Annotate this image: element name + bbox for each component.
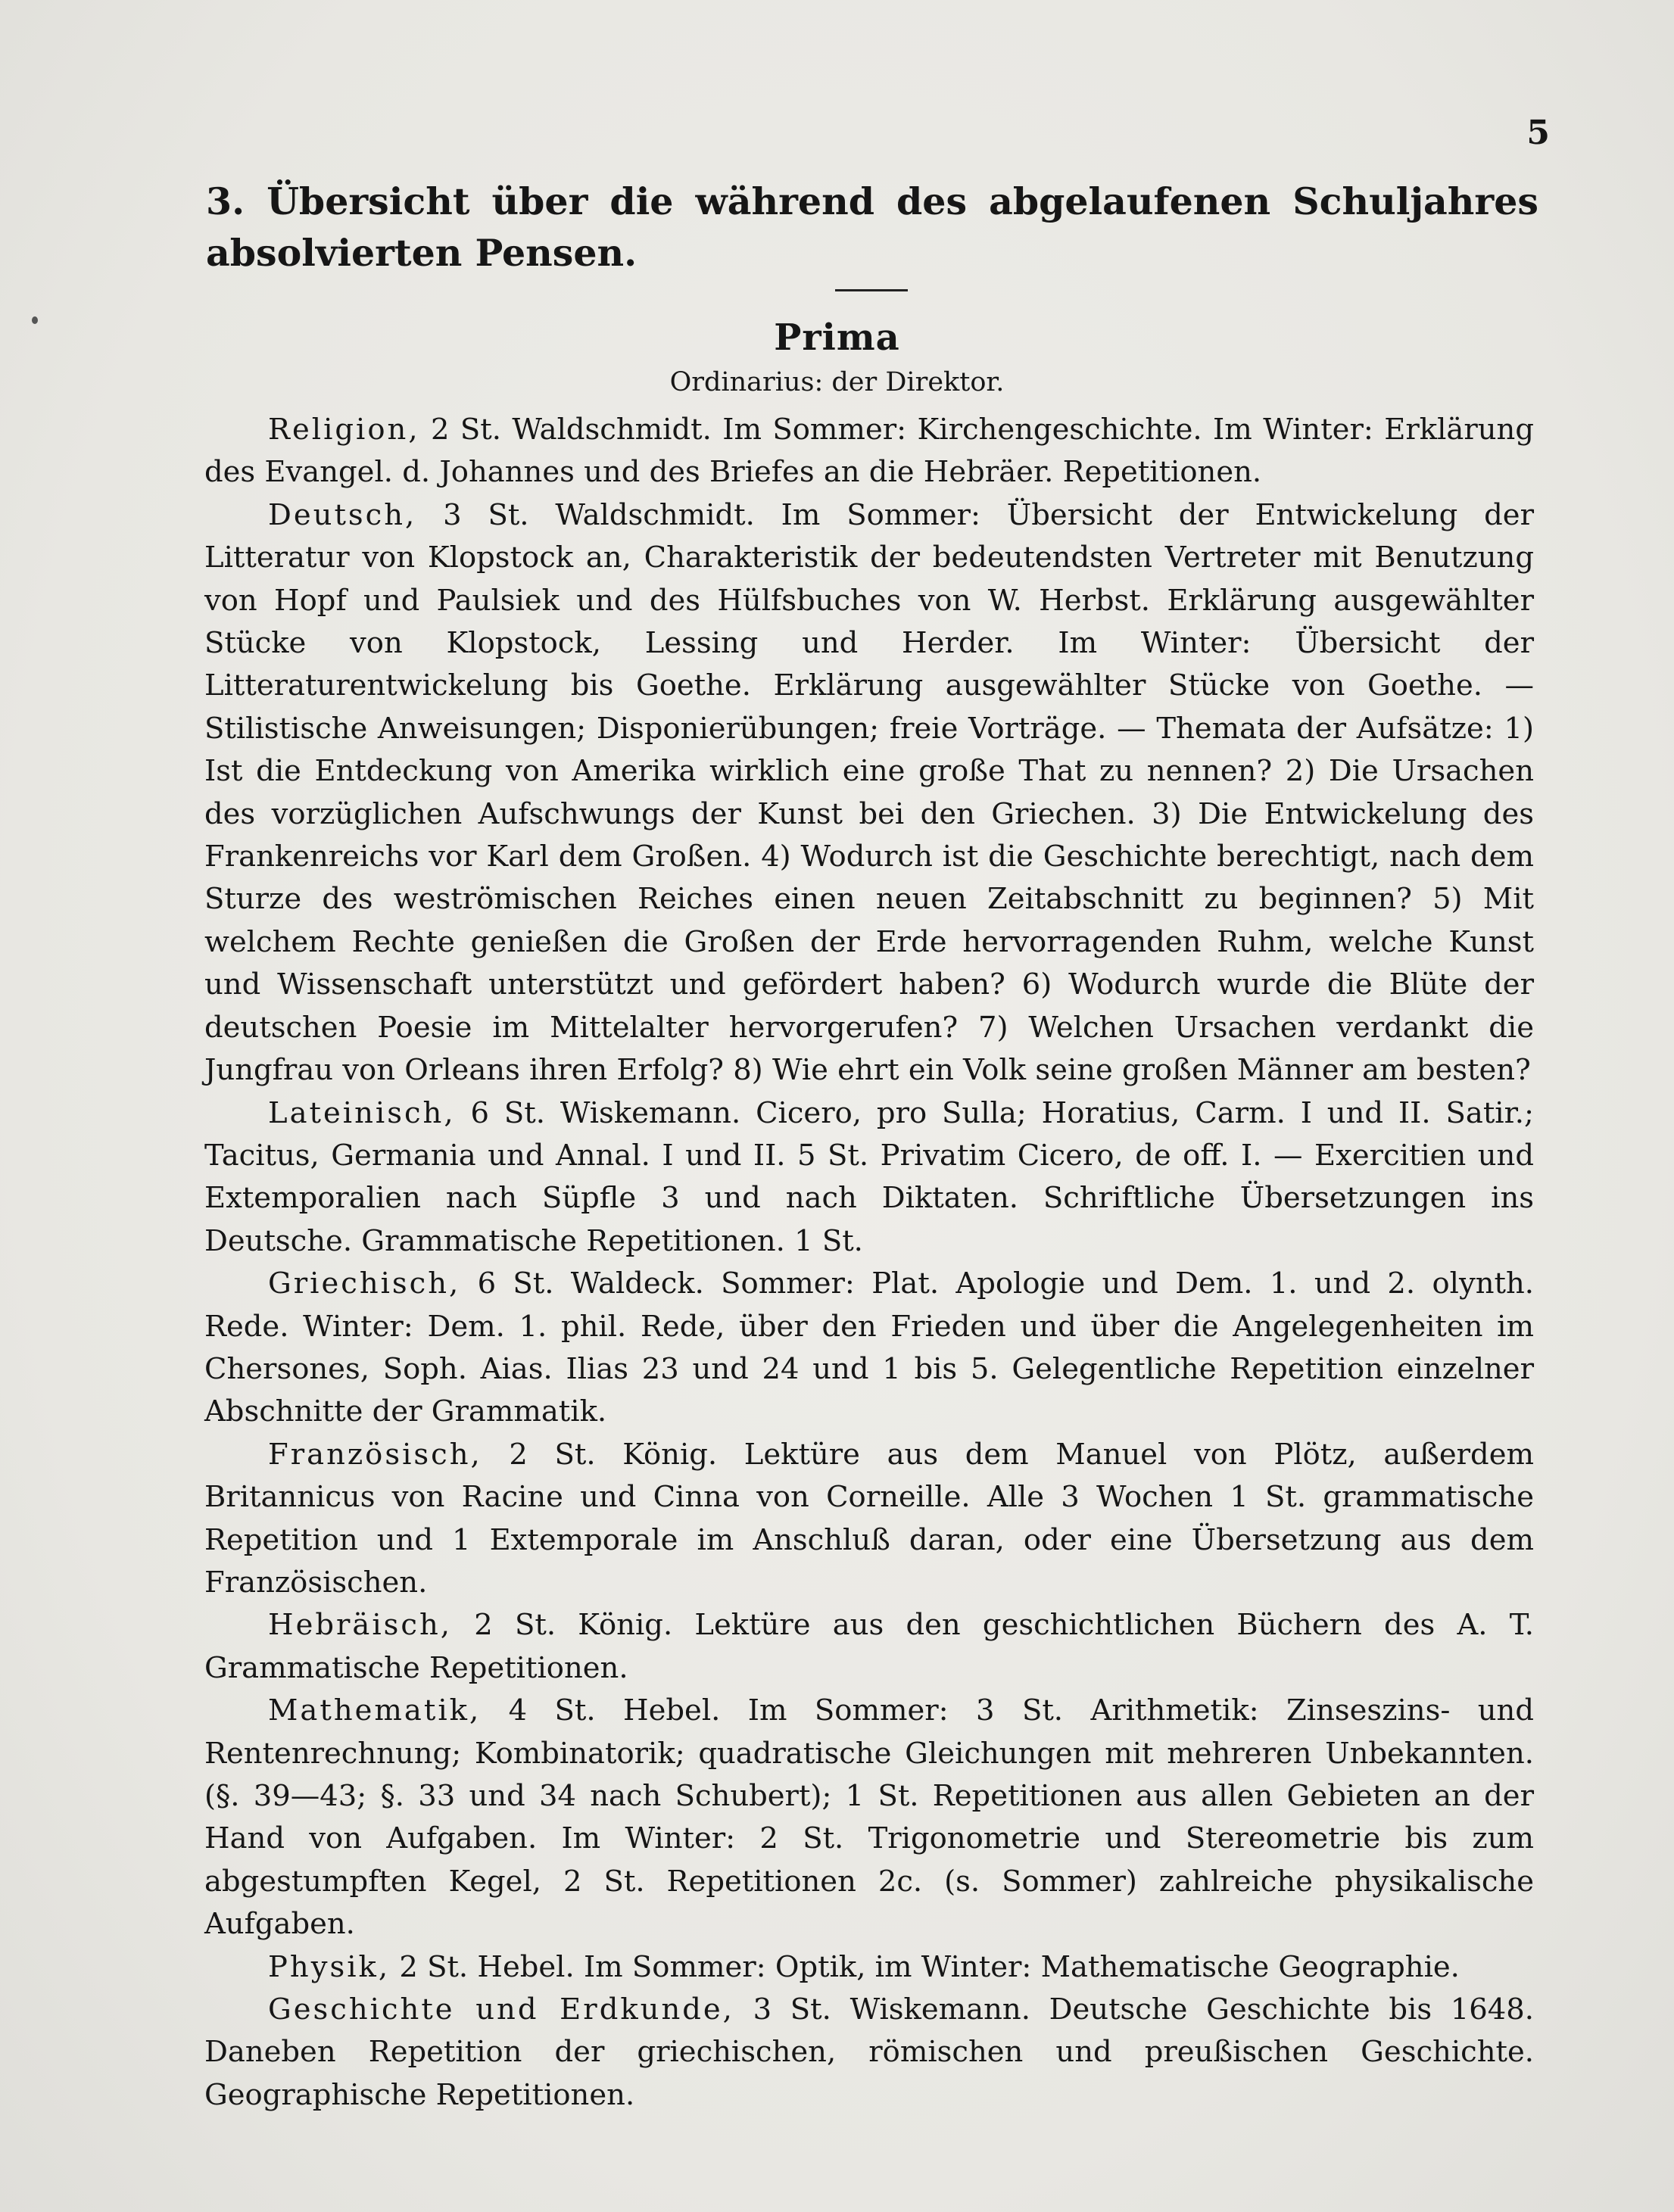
- subject-name: Deutsch,: [268, 497, 417, 532]
- subject-description: 2 St. König. Lektüre aus den geschichtlichen Büchern des A. T. Grammatische Repetitionen.: [204, 1608, 1534, 1685]
- curriculum-body: [204, 409, 1534, 2117]
- subject-description: 2 St. Waldschmidt. Im Sommer: Kirchengeschichte. Im Winter: Erklärung des Evangel. d. Johannes und des Briefes an die Hebräer. Repetitionen.: [204, 413, 1534, 490]
- subject-paragraph-geschichte: [204, 1989, 1534, 2117]
- section-heading: 3. Übersicht über die während des abgelaufenen Schuljahres absolvierten Pensen.: [206, 179, 1538, 275]
- page-number: 5: [1526, 114, 1551, 152]
- subject-paragraph-griechisch: [204, 1263, 1534, 1434]
- subject-paragraph-deutsch: [204, 494, 1534, 1092]
- subject-paragraph-franzoesisch: [204, 1434, 1534, 1605]
- class-title: Prima: [774, 316, 900, 359]
- subject-description: 3 St. Waldschmidt. Im Sommer: Übersicht der Entwickelung der Litteratur von Klopstock an, Charakteristik der bedeutendsten Vertreter mit Benutzung von Hopf und Paulsiek und des Hülfsbuches von W. Herbst. Erklärung ausgewählter Stücke von Klopstock, Lessing und Herder. Im Winter: Übersicht der Litteraturentwickelung bis Goethe. Erklärung ausgewählter Stücke von Goethe. — Stilistische Anweisungen; Disponierübungen; freie Vorträge. — Themata der Aufsätze: 1) Ist die Entdeckung von Amerika wirklich eine große That zu nennen? 2) Die Ursachen des vorzüglichen Aufschwungs der Kunst bei den Griechen. 3) Die Entwickelung des Frankenreichs vor Karl dem Großen. 4) Wodurch ist die Geschichte berechtigt, nach dem Sturze des weströmischen Reiches einen neuen Zeitabschnitt zu beginnen? 5) Mit welchem Rechte genießen die Großen der Erde hervorragenden Ruhm, welche Kunst und Wissenschaft unterstützt und gefördert haben? 6) Wodurch wurde die Blüte der deutschen Poesie im Mittelalter hervorgerufen? 7) Welchen Ursachen verdankt die Jungfrau von Orleans ihren Erfolg? 8) Wie ehrt ein Volk seine großen Männer am besten?: [204, 497, 1534, 1088]
- subject-name: Griechisch,: [268, 1266, 461, 1301]
- subject-description: 6 St. Waldeck. Sommer: Plat. Apologie und Dem. 1. und 2. olynth. Rede. Winter: Dem. 1. phil. Rede, über den Frieden und über die Angelegenheiten im Chersones, Soph. Aias. Ilias 23 und 24 und 1 bis 5. Gelegentliche Repetition einzelner Abschnitte der Grammatik.: [204, 1266, 1534, 1429]
- subject-paragraph-mathematik: [204, 1690, 1534, 1946]
- heading-divider: [835, 289, 908, 291]
- subject-paragraph-religion: [204, 409, 1534, 494]
- subject-paragraph-lateinisch: [204, 1092, 1534, 1263]
- subject-name: Physik,: [268, 1949, 391, 1984]
- subject-description: 2 St. König. Lektüre aus dem Manuel von Plötz, außerdem Britannicus von Racine und Cinna von Corneille. Alle 3 Wochen 1 St. grammatische Repetition und 1 Extemporale im Anschluß daran, oder eine Übersetzung aus dem Französischen.: [204, 1437, 1534, 1600]
- class-ordinarius: Ordinarius: der Direktor.: [669, 367, 1005, 397]
- subject-paragraph-physik: [204, 1946, 1534, 1989]
- subject-description: 4 St. Hebel. Im Sommer: 3 St. Arithmetik: Zinseszins- und Rentenrechnung; Kombinatorik; quadratische Gleichungen mit mehreren Unbekannten. (§. 39—43; §. 33 und 34 nach Schubert); 1 St. Repetitionen aus allen Gebieten an der Hand von Aufgaben. Im Winter: 2 St. Trigonometrie und Stereometrie bis zum abgestumpften Kegel, 2 St. Repetitionen 2c. (s. Sommer) zahlreiche physikalische Aufgaben.: [204, 1693, 1534, 1942]
- subject-name: Mathematik,: [268, 1693, 482, 1728]
- subject-description: 3 St. Wiskemann. Deutsche Geschichte bis 1648. Daneben Repetition der griechischen, römischen und preußischen Geschichte. Geographische Repetitionen.: [204, 1992, 1534, 2112]
- subject-description: 2 St. Hebel. Im Sommer: Optik, im Winter: Mathematische Geographie.: [390, 1949, 1460, 1984]
- subject-name: Geschichte und Erdkunde,: [268, 1992, 734, 2027]
- subject-name: Französisch,: [268, 1437, 482, 1472]
- subject-name: Hebräisch,: [268, 1608, 453, 1643]
- subject-name: Lateinisch,: [268, 1095, 456, 1130]
- subject-name: Religion,: [268, 413, 420, 447]
- subject-description: 6 St. Wiskemann. Cicero, pro Sulla; Horatius, Carm. I und II. Satir.; Tacitus, Germania und Annal. I und II. 5 St. Privatim Cicero, de off. I. — Exercitien und Extemporalien nach Süpfle 3 und nach Diktaten. Schriftliche Übersetzungen ins Deutsche. Grammatische Repetitionen. 1 St.: [204, 1095, 1534, 1258]
- subject-paragraph-hebraeisch: [204, 1604, 1534, 1690]
